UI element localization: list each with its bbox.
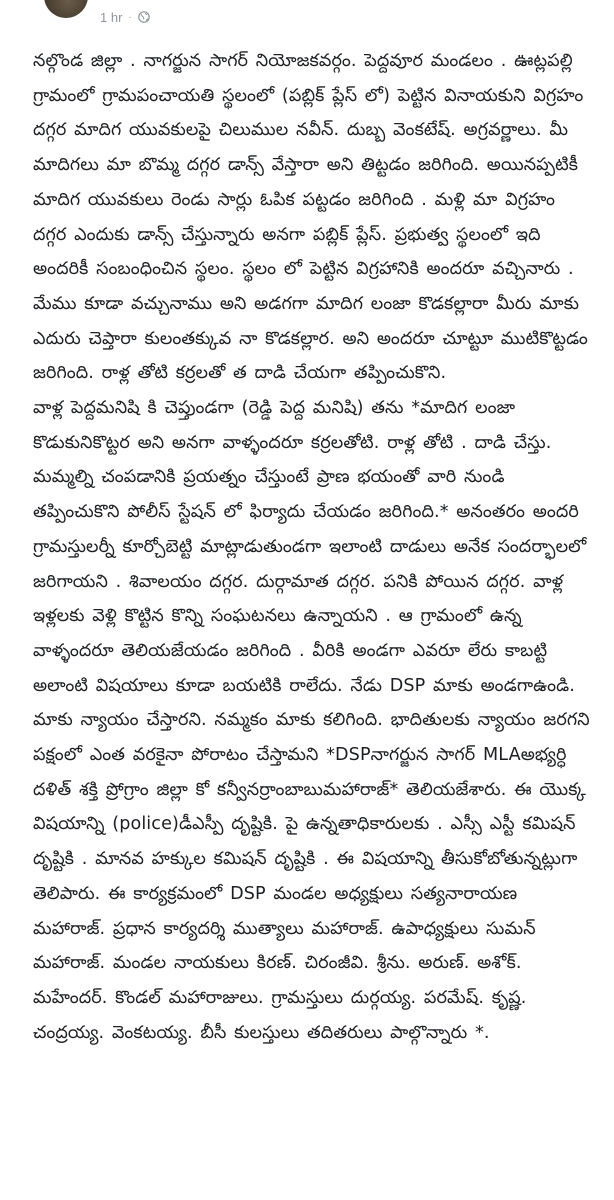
globe-icon[interactable] bbox=[138, 11, 150, 23]
post-timestamp[interactable]: 1 hr bbox=[100, 9, 123, 25]
meta-separator: · bbox=[128, 11, 132, 23]
post-header bbox=[0, 0, 614, 36]
post-body bbox=[33, 44, 593, 1192]
post-paragraph-2: వాళ్ల పెద్దమనిషి కి చెప్తుండగా (రెడ్డి పెద్ద మనిషి) తను *మాదిగ లంజా కొడుకునికొట్టర అని అనగా వాళ్ళందరూ కర్రలతోటి. రాళ్ల తోటి . దాడి చేస్తు. మమ్మల్ని చంపడానికి ప్రయత్నం చేస్తుంటే ప్రాణ భయంతో వారి నుండి తప్పించుకొని పోలీస్ స్టేషన్ లో ఫిర్యాదు చేయడం జరిగింది.* అనంతరం అందరి గ్రామస్తులర్నీ కూర్చోబెట్టి మాట్లాడుతుండగా ఇలాంటి దాడులు అనేక సందర్భాలలో జరిగాయని . శివాలయం దగ్గర. దుర్గామాత దగ్గర. పనికి పోయిన దగ్గర. వాళ్ల ఇళ్లలకు వెళ్లి కొట్టిన కొన్ని సంఘటనలు ఉన్నాయని . ఆ గ్రామంలో ఉన్న వాళ్ళందరూ తెలియజేయడం జరిగింది . వీరికి అండగా ఎవరూ లేరు కాబట్టి అలాంటి విషయాలు కూడా బయటికి రాలేదు. నేడు DSP మాకు అండగాఉండి. మాకు న్యాయం చేస్తారని. నమ్మకం మాకు కలిగింది. భాదితులకు న్యాయం జరగని పక్షంలో ఎంత వరకైనా పోరాటం చేస్తామని *DSPనాగర్జున సాగర్ MLAఅభ్యర్ధి దళిత్ శక్తి ప్రోగ్రాం జిల్లా కో కన్వీనర్రాంబాబుమహారాజ్* తెలియజేశారు. ఈ యొక్క విషయాన్ని (police)డీఎస్పీ దృష్టికి. పై ఉన్నతాధికారులకు . ఎస్సీ ఎస్టీ కమిషన్ దృష్టికి . మానవ హక్కుల కమిషన్ దృష్టికి . ఈ విషయాన్ని తీసుకోబోతున్నట్లుగా తెలిపారు. ఈ కార్యక్రమంలో DSP మండల అధ్యక్షులు సత్యనారాయణ మహారాజ్. ప్రధాన కార్యదర్శి ముత్యాలు మహారాజ్. ఉపాధ్యక్షులు సుమన్ మహారాజ్. మండల నాయకులు కిరణ్. చిరంజీవి. శ్రీను. అరుణ్. అశోక్. మహేందర్. కొండల్ మహారాజులు. గ్రామస్తులు దుర్గయ్య. పరమేష్. కృష్ణ. చంద్రయ్య. వెంకటయ్య. బీసీ కులస్తులు తదితరులు పాల్గొన్నారు *. bbox=[33, 398, 590, 1043]
post-meta bbox=[100, 7, 150, 27]
avatar[interactable] bbox=[44, 0, 88, 18]
post-paragraph-1: నల్గొండ జిల్లా . నాగర్జున సాగర్ నియోజకవర్గం. పెద్దవూర మండలం . ఊట్లపల్లి గ్రామంలో గ్రామపంచాయతి స్థలంలో (పబ్లిక్ ప్లేస్ లో) పెట్టిన వినాయకుని విగ్రహం దగ్గర మాదిగ యువకులపై చిలుముల నవీన్. దుబ్బ వెంకటేష్. అగ్రవర్ణాలు. మీ మాదిగలు మా బొమ్మ దగ్గర డాన్స్ వేస్తారా అని తిట్టడం జరిగింది. అయినప్పటికీ మాదిగ యువకులు రెండు సార్లు ఓపిక పట్టడం జరిగింది . మళ్లి మా విగ్రహం దగ్గర ఎందుకు డాన్స్ చేస్తున్నారు అనగా పబ్లిక్ ప్లేస్. ప్రభుత్వ స్థలంలో ఇది అందరికీ సంబంధించిన స్థలం. స్థలం లో పెట్టిన విగ్రహానికి అందరూ వచ్చినారు . మేము కూడా వచ్చునాము అని అడగగా మాదిగ లంజా కొడకల్లారా మీరు మాకు ఎదురు చెప్తారా కులంతక్కువ నా కొడకల్లార. అని అందరూ చూట్టూ ముటికొట్టడం జరిగింది. రాళ్ల తోటి కర్రలతో త దాడి చేయగా తప్పించుకొని. bbox=[33, 51, 588, 384]
